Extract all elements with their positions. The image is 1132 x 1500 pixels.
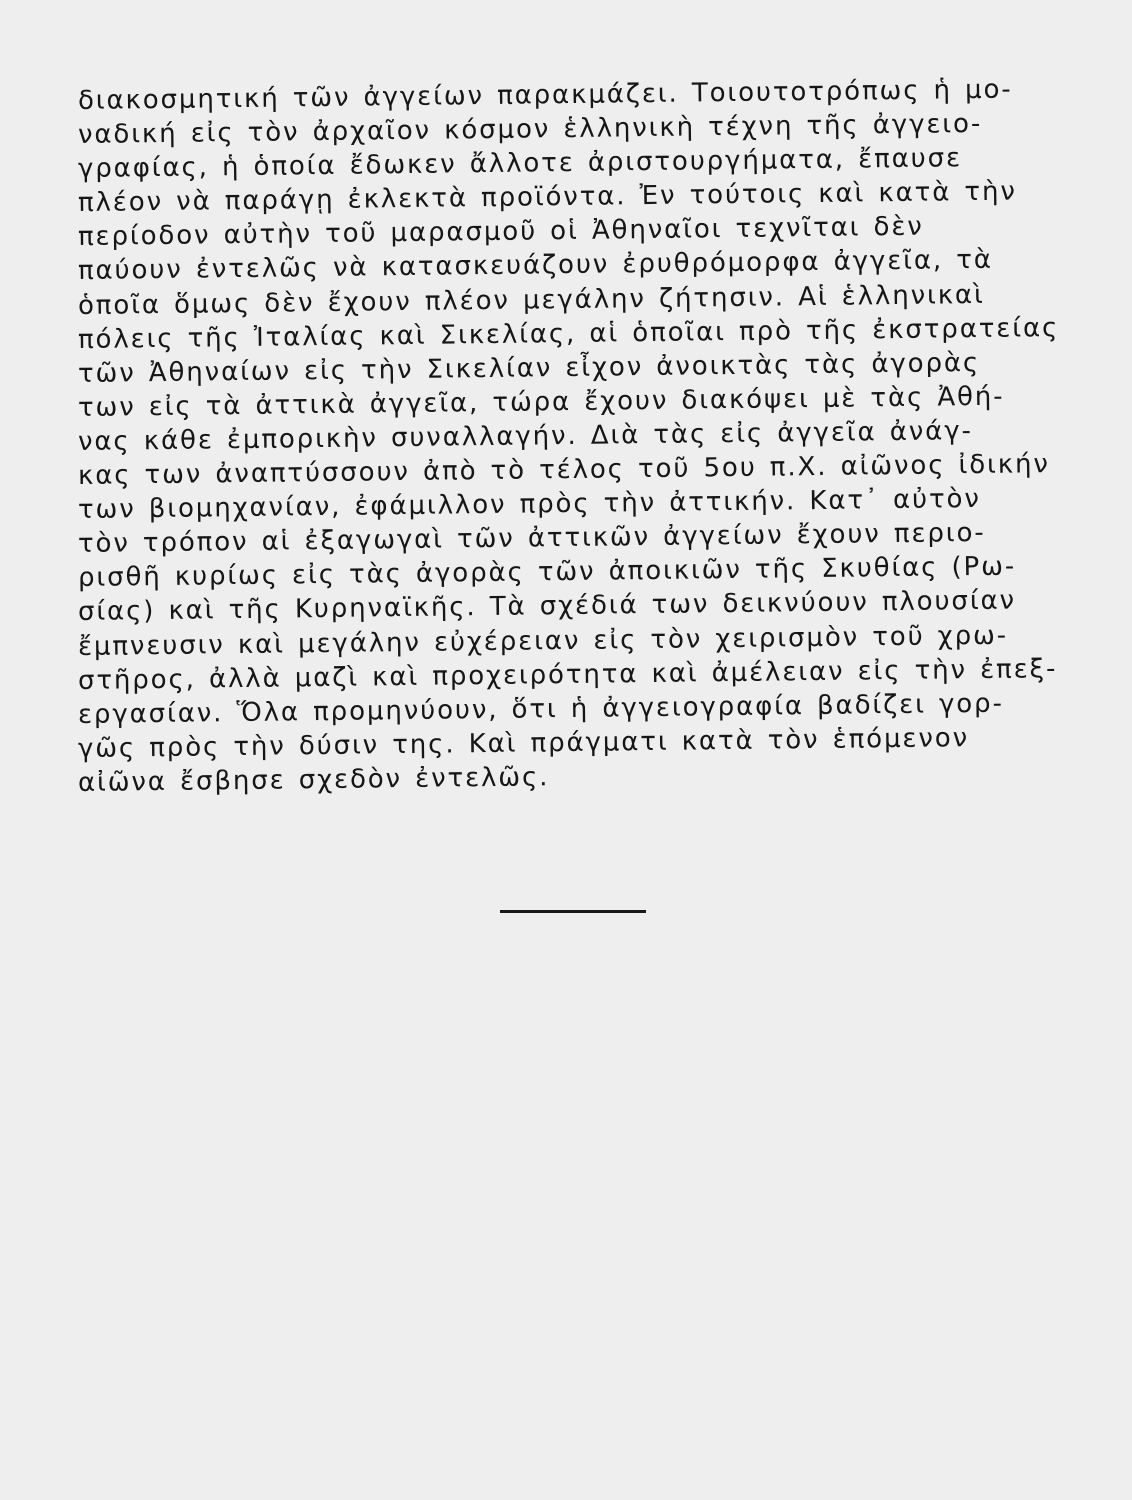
end-rule-divider [500,910,646,913]
text-line: πλέον νὰ παράγῃ ἐκλεκτὰ προϊόντα. Ἐν τούτοις καὶ κατὰ τὴν [77,176,1017,219]
text-line: πόλεις τῆς Ἰταλίας καὶ Σικελίας, αἱ ὁποῖαι πρὸ τῆς ἐκστρατείας [77,312,1060,355]
text-line: των βιομηχανίαν, ἐφάμιλλον πρὸς τὴν ἀττικήν. Κατ᾽ αὐτὸν [77,484,981,526]
text-line: γῶς πρὸς τὴν δύσιν της. Καὶ πράγματι κατὰ τὸν ἑπόμενον [77,722,970,764]
text-line: τὸν τρόπον αἱ ἐξαγωγαὶ τῶν ἀττικῶν ἀγγείων ἔχουν περιο- [77,518,986,560]
text-line: γραφίας, ἡ ὁποία ἔδωκεν ἄλλοτε ἀριστουργήματα, ἔπαυσε [77,143,963,185]
text-line: τῶν Ἀθηναίων εἰς τὴν Σικελίαν εἶχον ἀνοικτὰς τὰς ἀγορὰς [77,347,981,389]
text-line: ρισθῆ κυρίως εἰς τὰς ἀγορὰς τῶν ἀποικιῶν τῆς Σκυθίας (Ρω- [77,551,1017,594]
text-line: αἰῶνα ἔσβησε σχεδὸν ἐντελῶς. [77,762,550,798]
text-line: στῆρος, ἀλλὰ μαζὶ καὶ προχειρότητα καὶ ἀμέλειαν εἰς τὴν ἐπεξ- [77,653,1058,696]
body-text [77,74,1060,800]
text-line: νας κάθε ἐμπορικὴν συναλλαγήν. Διὰ τὰς εἰς ἀγγεῖα ἀνάγ- [77,416,973,457]
text-line: των εἰς τὰ ἀττικὰ ἀγγεῖα, τώρα ἔχουν διακόψει μὲ τὰς Ἀθή- [77,381,1005,423]
text-line: ἔμπνευσιν καὶ μεγάλην εὐχέρειαν εἰς τὸν χειρισμὸν τοῦ χρω- [77,620,1009,662]
text-line: ναδική εἰς τὸν ἀρχαῖον κόσμον ἑλληνικὴ τέχνη τῆς ἀγγειο- [77,109,983,151]
text-line: κας των ἀναπτύσσουν ἀπὸ τὸ τέλος τοῦ 5ου π.Χ. αἰῶνος ἰδικήν [77,449,1050,492]
text-line: ὁποῖα ὅμως δὲν ἔχουν πλέον μεγάλην ζήτησιν. Αἱ ἑλληνικαὶ [77,279,985,321]
text-line: σίας) καὶ τῆς Κυρηναϊκῆς. Τὰ σχέδιά των δεικνύουν πλουσίαν [77,585,1017,628]
text-line: διακοσμητική τῶν ἀγγείων παρακμάζει. Τοιουτοτρόπως ἡ μο- [77,74,1013,116]
text-line: παύουν ἐντελῶς νὰ κατασκευάζουν ἐρυθρόμορφα ἀγγεῖα, τὰ [77,245,994,287]
text-line: εργασίαν. Ὅλα προμηνύουν, ὅτι ἡ ἀγγειογραφία βαδίζει γορ- [77,688,1004,730]
text-line: περίοδον αὐτὴν τοῦ μαρασμοῦ οἱ Ἀθηναῖοι τεχνῖται δὲν [77,212,924,253]
